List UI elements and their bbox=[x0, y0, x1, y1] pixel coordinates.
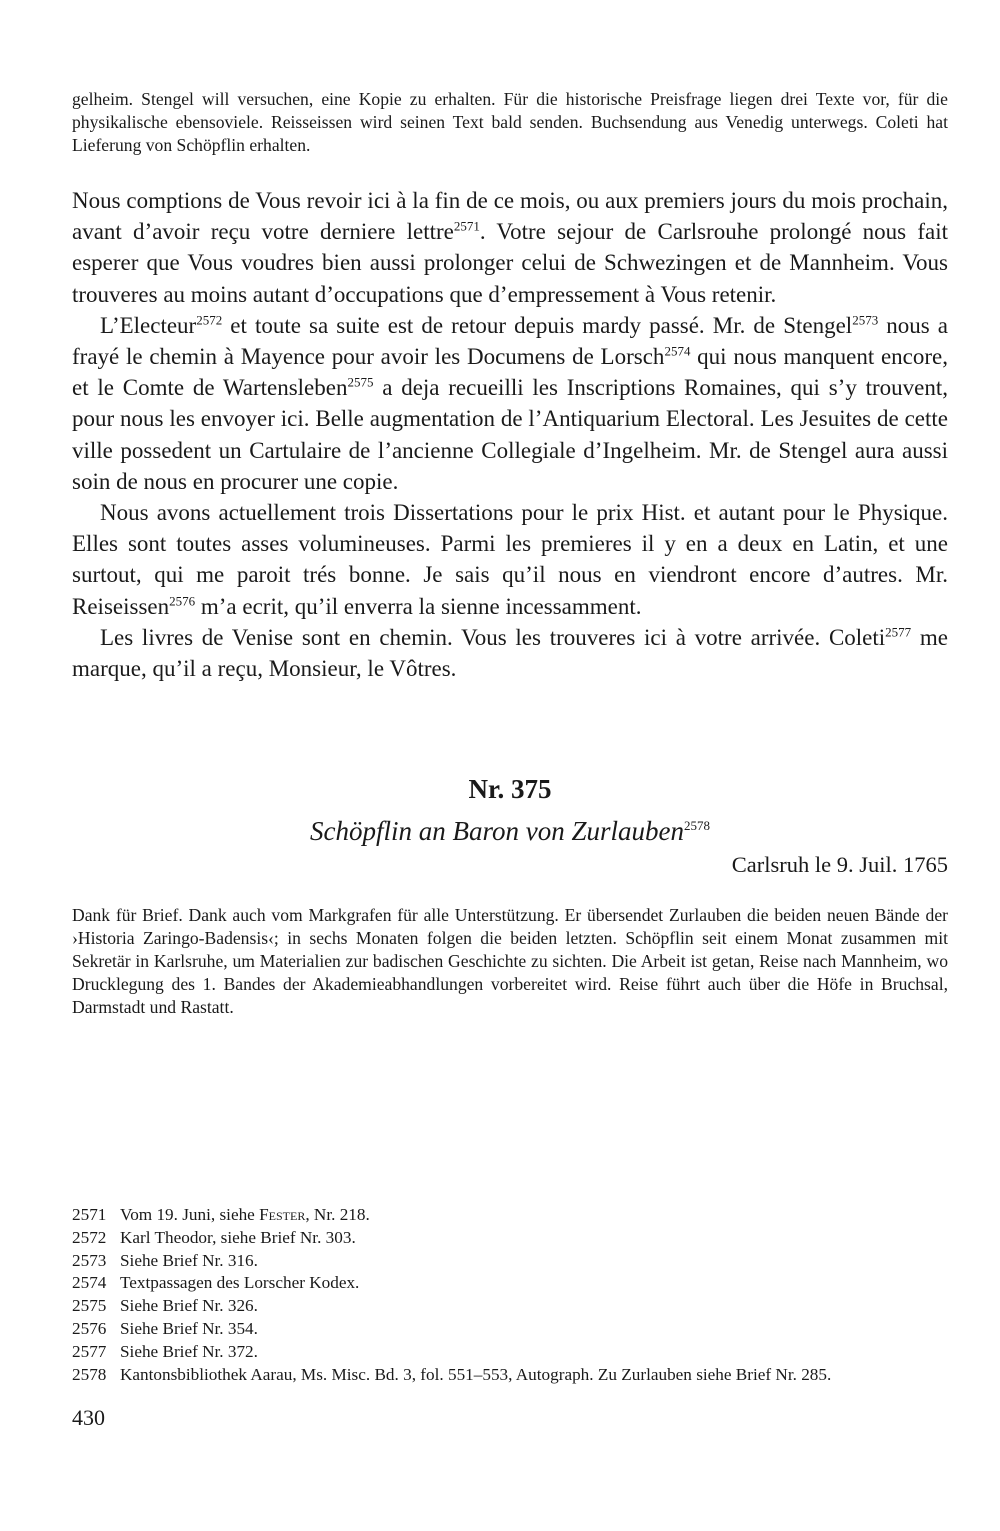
place-date-line: Carlsruh le 9. Juil. 1765 bbox=[731, 852, 948, 878]
text-span: Nous comptions de Vous revoir ici à la fin de ce mois, ou aux premiers jours du mois prochain, avant d’avoir reçu votre derniere lettre bbox=[72, 188, 948, 245]
text-span: , Nr. 218. bbox=[305, 1205, 370, 1224]
letter-paragraph-4 bbox=[72, 622, 948, 684]
author-name: Fester bbox=[259, 1205, 306, 1224]
footnote-item bbox=[72, 1295, 948, 1318]
footnote-ref[interactable]: 2574 bbox=[664, 343, 691, 359]
footnote-ref[interactable]: 2578 bbox=[683, 818, 710, 834]
footnotes bbox=[72, 1204, 948, 1386]
footnote-text: Siehe Brief Nr. 316. bbox=[120, 1250, 258, 1270]
footnote-number: 2575 bbox=[72, 1296, 107, 1316]
text-span: Les livres de Venise sont en chemin. Vous les trouveres ici à votre arrivée. Coleti bbox=[100, 624, 886, 650]
footnote-item bbox=[72, 1272, 948, 1295]
summary-previous-letter: gelheim. Stengel will versuchen, eine Kopie zu erhalten. Für die historische Preisfrage liegen drei Texte vor, für die physikalische ebensoviele. Reisseissen wird seinen Text bald senden. Buchsendung aus Venedig unterwegs. Coleti hat Lieferung von Schöpflin erhalten. bbox=[72, 89, 948, 155]
footnote-number: 2574 bbox=[72, 1273, 107, 1293]
text-span: nous a frayé le chemin à Mayence pour avoir les Documens de Lorsch bbox=[72, 312, 948, 370]
text-span: Vom 19. Juni, siehe bbox=[120, 1205, 260, 1224]
footnote-text: Kantonsbibliothek Aarau, Ms. Misc. Bd. 3, fol. 551–553, Autograph. Zu Zurlauben siehe Brief Nr. 285. bbox=[120, 1364, 832, 1384]
text-span: et toute sa suite est de retour depuis mardy passé. Mr. de Stengel bbox=[222, 312, 853, 338]
footnote-item bbox=[72, 1227, 948, 1250]
footnote-item bbox=[72, 1364, 948, 1387]
letter-paragraph-3 bbox=[72, 497, 948, 622]
footnote-text: Siehe Brief Nr. 372. bbox=[120, 1341, 258, 1361]
footnote-ref[interactable]: 2573 bbox=[852, 312, 879, 328]
letter-paragraph-2 bbox=[72, 310, 948, 497]
footnote-item bbox=[72, 1341, 948, 1364]
footnote-text: Siehe Brief Nr. 326. bbox=[120, 1296, 258, 1316]
footnote-item bbox=[72, 1204, 948, 1227]
text-span: Nous avons actuellement trois Dissertations pour le prix Hist. et autant pour le Physique. Elles sont toutes asses volumineuses. Parmi les premieres il y en a deux en Latin, et une surtout, qui me paroit trés bonne. Je sais qu’il nous en viendront encore d’autres. Mr. Reiseissen bbox=[72, 500, 948, 619]
letter-title-heading bbox=[72, 814, 948, 848]
letter-title-text: Schöpflin an Baron von Zurlauben bbox=[310, 816, 684, 847]
footnote-number: 2572 bbox=[72, 1227, 107, 1247]
letter-text bbox=[72, 185, 948, 684]
letter-number-heading: Nr. 375 bbox=[468, 774, 552, 805]
footnote-ref[interactable]: 2577 bbox=[885, 624, 912, 640]
text-span: . Votre sejour de Carlsrouhe prolongé nous fait esperer que Vous voudres bien aussi prolonger celui de Schwezingen et de Mannheim. Vous trouveres au moins autant d’occupations que d’empressement à Vous retenir. bbox=[72, 219, 948, 307]
footnote-text bbox=[120, 1204, 948, 1227]
footnote-item bbox=[72, 1250, 948, 1273]
page-body bbox=[72, 88, 948, 1019]
text-span: a deja recueilli les Inscriptions Romaines, qui s’y trouvent, pour nous les envoyer ici. Belle augmentation de l’Antiquarium Electoral. Les Jesuites de cette ville possedent un Cartulaire de l’ancienne Collegiale d’Ingelheim. Mr. de Stengel aura aussi soin de nous en procurer une copie. bbox=[72, 375, 948, 494]
footnote-number: 2571 bbox=[72, 1205, 107, 1224]
text-span: m’a ecrit, qu’il enverra la sienne incessamment. bbox=[195, 593, 642, 619]
footnote-text: Siehe Brief Nr. 354. bbox=[120, 1318, 258, 1338]
text-span: L’Electeur bbox=[100, 312, 197, 338]
footnote-ref[interactable]: 2575 bbox=[347, 374, 374, 390]
footnote-ref[interactable]: 2572 bbox=[196, 312, 223, 328]
letter-paragraph-1 bbox=[72, 185, 948, 310]
text-span: me marque, qu’il a reçu, Monsieur, le Vôtres. bbox=[72, 624, 948, 682]
text-span: qui nous manquent encore, et le Comte de Wartensleben bbox=[72, 344, 949, 401]
footnote-text: Textpassagen des Lorscher Kodex. bbox=[120, 1273, 360, 1293]
page-number: 430 bbox=[72, 1405, 105, 1430]
footnote-number: 2578 bbox=[72, 1364, 107, 1384]
footnote-item bbox=[72, 1318, 948, 1341]
footnote-ref[interactable]: 2571 bbox=[453, 218, 480, 234]
footnote-number: 2573 bbox=[72, 1250, 107, 1270]
summary-next-letter: Dank für Brief. Dank auch vom Markgrafen für alle Unterstützung. Er übersendet Zurlauben die beiden neuen Bände der ›Historia Zaringo-Badensis‹; in sechs Monaten folgen die beiden letzten. Schöpflin seit einem Monat zusammen mit Sekretär in Karlsruhe, um Materialien zur badischen Geschichte zu sichten. Die Arbeit ist getan, Reise nach Mannheim, wo Drucklegung des 1. Bandes der Akademieabhandlungen vorbereitet wird. Reise führt auch über die Höfe in Bruchsal, Darmstadt und Rastatt. bbox=[72, 905, 948, 1018]
footnote-ref[interactable]: 2576 bbox=[169, 592, 196, 608]
footnote-text: Karl Theodor, siehe Brief Nr. 303. bbox=[120, 1227, 356, 1247]
footnote-number: 2577 bbox=[72, 1341, 107, 1361]
footnote-number: 2576 bbox=[72, 1318, 107, 1338]
